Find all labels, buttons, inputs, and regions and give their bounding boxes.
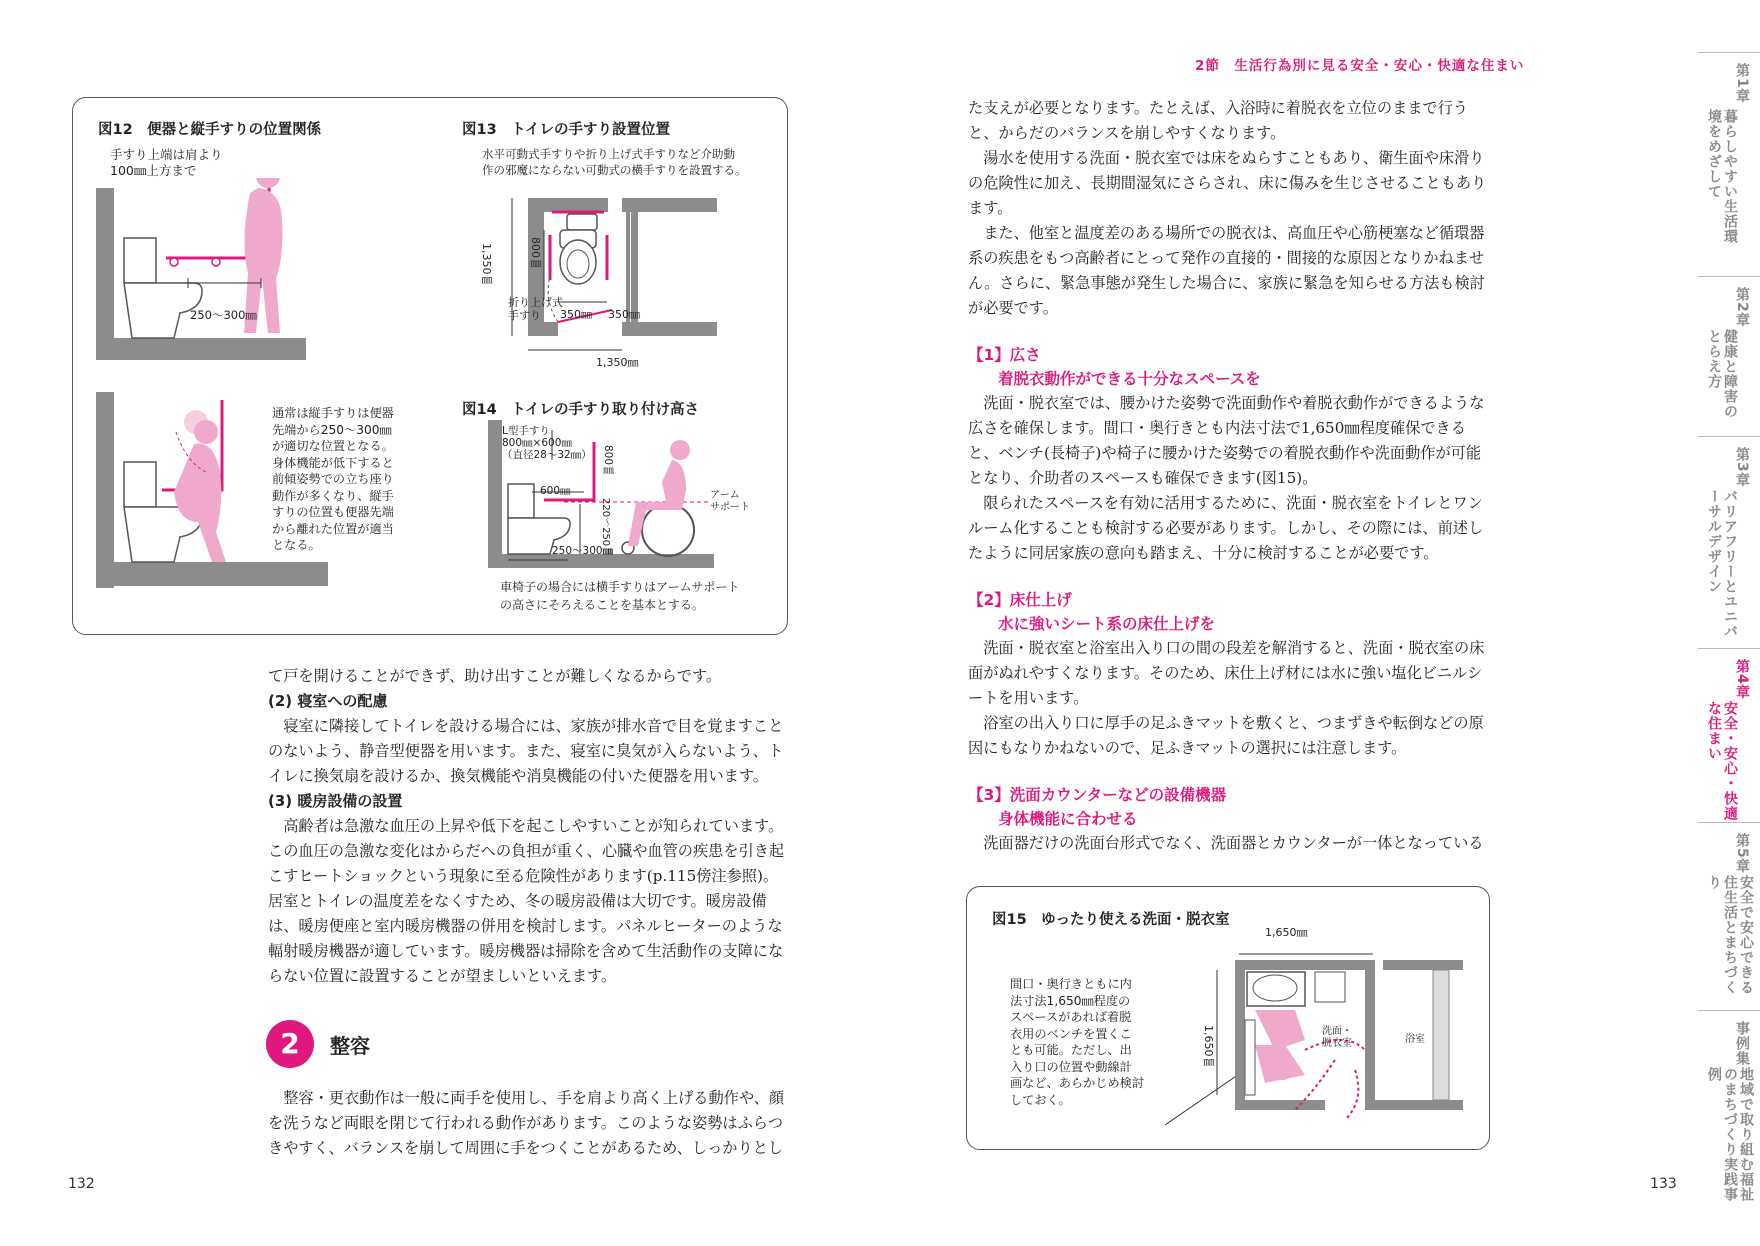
subheading-space: 着脱衣動作ができる十分なスペースを [998,370,1261,388]
fig14-note: 車椅子の場合には横手すりはアームサポート の高さにそろえることを基本とする。 [500,580,740,612]
fig13-note: 水平可動式手すりや折り上げ式手すりなど介助動 作の邪魔にならない可動式の横手すりを設置する。 [482,147,747,177]
fig15-dim-w: 1,650㎜ [1265,926,1308,939]
fig14-dim-800: 800㎜ [602,445,614,476]
fig12-dim: 250〜300㎜ [190,308,257,322]
fig12-note-side: 通常は縦手すりは便器 先端から250〜300㎜ が適切な位置となる。 身体機能が低下すると 前傾姿勢での立ち座り 動作が多くなり、縦手 すりの位置も便器先端 から離れた位置が適当 となる。 [272,406,394,552]
fig12-note-top: 手すり上端は肩より 100㎜上方まで [110,147,223,178]
chapter-tab-4-number: 第4章 [1734,659,1750,700]
fig13-dim-h: 1,350㎜ [480,243,493,286]
heading-floor: 【2】床仕上げ [968,591,1072,609]
fig13-dim-350b: 350㎜ [608,308,640,321]
fig13-dim-w: 1,350㎜ [596,356,639,369]
chapter-tab-2-title: 健康と障害のとらえ方 [1706,329,1738,419]
paragraph-bedroom: 寝室に隣接してトイレを設ける場合には、家族が排水音で目を覚ますことのないよう、静音型便器を用います。また、寝室に臭気が入らないよう、トイレに換気扇を設けるか、換気機能や消臭機能の付いた便器を用います。 [268,717,784,785]
chapter-tab-4-title: 安全・安心・快適な住まい [1706,701,1738,821]
chapter-tab-1-number: 第1章 [1734,63,1750,104]
fig12-upper-drawing [96,178,306,363]
fig13-dim-350: 350㎜ [560,308,592,321]
paragraph-heating: 高齢者は急激な血圧の上昇や低下を起こしやすいことが知られています。この血圧の急激な変化はからだへの負担が重く、心臓や血管の疾患を引き起こすヒートショックという現象に至る危険性があります(p.115傍注参照)。居室とトイレの温度差をなくすため、冬の暖房設備は大切です。暖房設備は、暖房便座と室内暖房機器の併用を検討します。パネルヒーターのような輻射暖房機器が適しています。暖房機器は掃除を含めて生活動作の支障にならない位置に設置することが望ましいといえます。 [268,817,785,985]
page-number-left: 132 [68,1176,95,1192]
fig15-title: 図15 ゆったり使える洗面・脱衣室 [992,912,1230,928]
chapter-tab-3[interactable] [1698,436,1760,639]
chapter-tab-3-title: バリアフリーとユニバーサルデザイン [1706,489,1738,639]
running-header: 2節 生活行為別に見る安全・安心・快適な住まい [1195,58,1525,74]
left-text-column [268,664,788,989]
chapter-tab-cases-title: 地域で取り組む福祉のまちづくり実践事例 [1706,1067,1754,1202]
fig15-room1: 洗面・ 脱衣室 [1322,1026,1352,1049]
chapter-tab-4[interactable] [1698,648,1760,821]
fig14-title: 図14 トイレの手すり取り付け高さ [462,402,699,418]
fig15-note: 間口・奥行きともに内 法寸法1,650㎜程度の スペースがあれば着脱 衣用のベンチを置くこ とも可能。ただし、出 入り口の位置や動線計 画など、あらかじめ検討 しておく。 [1010,977,1145,1107]
fig15-dim-h: 1,650㎜ [1202,1025,1215,1068]
fig15-room2: 浴室 [1405,1034,1425,1045]
fig13-title: 図13 トイレの手すり設置位置 [462,122,670,138]
chapter-tab-cases-number: 事例集 [1734,1021,1750,1066]
chapter-tab-1[interactable] [1698,52,1760,245]
right-text-column: た支えが必要となります。たとえば、入浴時に着脱衣を立位のままで行うと、からだのバランスを崩しやすくなります。 湯水を使用する洗面・脱衣室では床をぬらすこともあり、衛生面や床滑りの危険性に加え、長期間湿気にさらされ、床に傷みを生じさせることもあります。 また、他室と温度差のある場所での脱衣は、高血圧や心筋梗塞など循環器系の疾患をもつ高齢者にとって発作の直接的・間接的な原因となりかねません。さらに、緊急事態が発生した場合に、家族に緊急を知らせる方法も検討が必要です。 【1】広さ 着脱衣動作ができる十分なスペースを 洗面・脱衣室では、腰かけた姿勢で洗面動作や着脱衣動作ができるような広さを確保します。間口・奥行きとも内法寸法で1,650㎜程度確保できると、ベンチ(長椅子)や椅子に腰かけた姿勢での着脱衣動作や洗面動作が可能となり、介助者のスペースも確保できます(図15)。 限られたスペースを有効に活用するために、洗面・脱衣室をトイレとワンルーム化することも検討する必要があります。しかし、その際には、前述したように同居家族の意向も踏まえ、十分に検討することが必要です。 【2】床仕上げ 水に強いシート系の床仕上げを 洗面・脱衣室と浴室出入り口の間の段差を解消すると、洗面・脱衣室の床面がぬれやすくなります。そのため、床仕上げ材には水に強い塩化ビニルシートを用います。 浴室の出入り口に厚手の足ふきマットを敷くと、つまずきや転倒などの原因にもなりかねないので、足ふきマットの選択には注意します。 【3】洗面カウンターなどの設備機器 身体機能に合わせる 洗面器だけの洗面台形式でなく、洗面器とカウンターが一体となっている [968,96,1492,856]
chapter-tab-2-number: 第2章 [1734,287,1750,328]
subheading-floor: 水に強いシート系の床仕上げを [998,615,1216,633]
chapter-tab-cases[interactable] [1698,1010,1760,1207]
left-text-line0: て戸を開けることができず、助け出すことが難しくなるからです。 [268,667,722,685]
fig14-label-l: L型手すり 800㎜×600㎜ （直径28〜32㎜） [502,425,592,461]
chapter-tab-2[interactable] [1698,276,1760,427]
fig14-dim-250: 250〜300㎜ [552,545,614,557]
chapter-tab-5-number: 第5章 [1734,833,1750,874]
chapter-tab-3-number: 第3章 [1734,447,1750,488]
chapter-tab-5-title: 安全で安心できる住生活とまちづくり [1706,875,1754,995]
fig14-dim-220: 220〜250㎜ [600,498,611,557]
section-title: 整容 [330,1034,370,1058]
fig13-label: 折り上げ式 手すり [508,296,563,322]
fig13-plan-drawing [492,190,722,370]
chapter-tab-5[interactable] [1698,822,1760,1003]
fig14-arm-label: アーム サポート [710,490,750,513]
page-number-right: 133 [1650,1176,1677,1192]
heading-counter: 【3】洗面カウンターなどの設備機器 [968,786,1227,804]
heading-heating: (3) 暖房設備の設置 [268,792,403,810]
heading-space: 【1】広さ [968,346,1041,364]
fig14-dim-600: 600㎜ [540,485,571,497]
heading-bedroom: (2) 寝室への配慮 [268,692,388,710]
chapter-tab-1-title: 暮らしやすい生活環境をめざして [1706,109,1738,244]
subheading-counter: 身体機能に合わせる [998,810,1138,828]
fig12-title: 図12 便器と縦手すりの位置関係 [98,122,322,138]
fig13-dim-800: 800㎜ [529,237,542,269]
paragraph-grooming: 整容・更衣動作は一般に両手を使用し、手を肩より高く上げる動作や、顔を洗うなど両眼を閉じて行われる動作があります。このような姿勢はふらつきやすく、バランスを崩して周囲に手をつくことがあるため、しっかりとし [268,1089,785,1157]
section-number-badge: 2 [266,1020,314,1068]
